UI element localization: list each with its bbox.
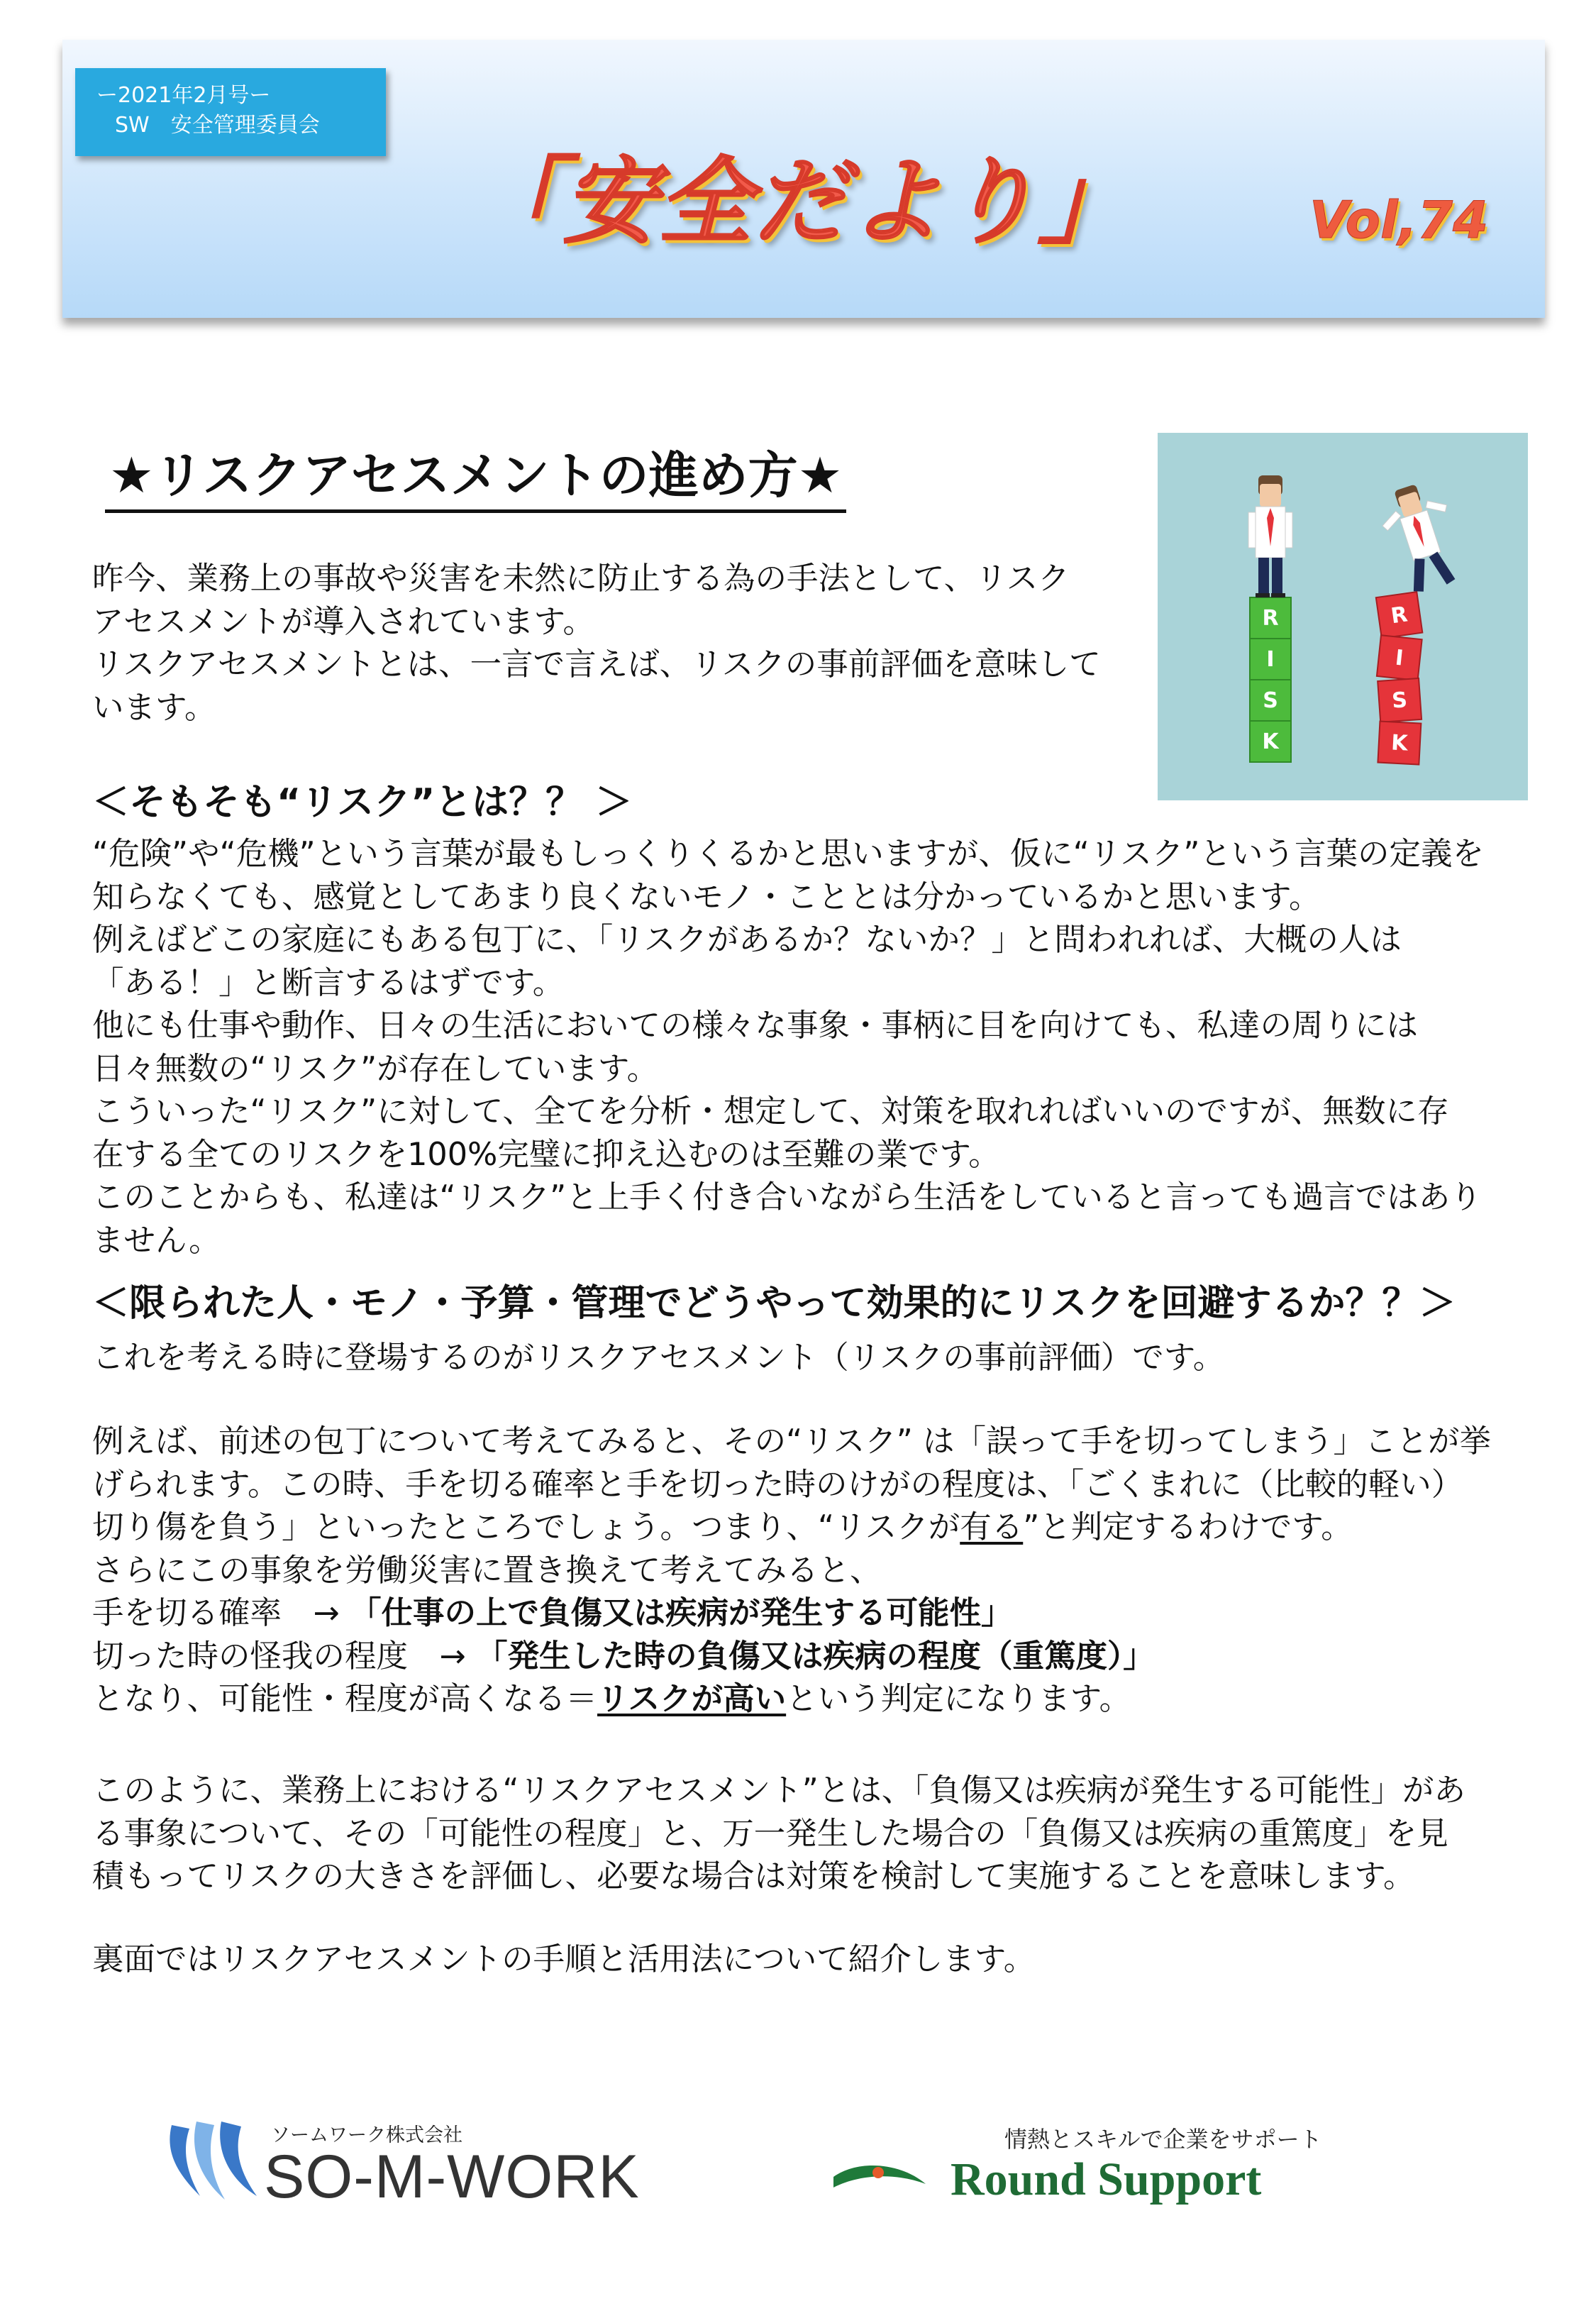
somwork-logo-text: SO-M-WORK: [264, 2143, 640, 2211]
text-run: という判定になります。: [786, 1681, 1131, 1717]
body-example-paragraph: [92, 1420, 1511, 1721]
body-line: [92, 1592, 1511, 1635]
body-line: [92, 1678, 1511, 1721]
intro-line: リスクアセスメントとは、一言で言えば、リスクの事前評価を意味して: [92, 646, 1101, 683]
left-risk-stack: [1250, 597, 1291, 762]
block-letter: K: [1262, 729, 1279, 754]
body-line: これを考える時に登場するのがリスクアセスメント（リスクの事前評価）です。: [92, 1340, 1225, 1376]
underlined-text: 有る: [960, 1509, 1024, 1545]
subheading-what-is-risk: ＜そもそも“リスク”とは？？ ＞: [92, 781, 633, 824]
text-run: 切った時の怪我の程度 →: [92, 1638, 466, 1675]
body-line: る事象について、その「可能性の程度」と、万一発生した場合の「負傷又は疾病の重篤度」を見: [92, 1815, 1448, 1852]
text-run: 手を切る確率 →: [92, 1595, 340, 1631]
block-letter: R: [1389, 602, 1409, 629]
bold-text: 「仕事の上で負傷又は疾病が発生する可能性」: [349, 1595, 1013, 1631]
body-summary-paragraph: [92, 1770, 1511, 1899]
body-line: ません。: [92, 1222, 221, 1259]
committee-name: SW 安全管理委員会: [115, 113, 320, 138]
section-title: ★リスクアセスメントの進め方★: [105, 441, 846, 513]
body-line: 日々無数の“リスク”が存在しています。: [92, 1050, 659, 1087]
body-line: げられます。この時、手を切る確率と手を切った時のけがの程度は、「ごくまれに（比較的軽い）: [92, 1466, 1463, 1503]
subheading-how-to-avoid-risk: ＜限られた人・モノ・予算・管理でどうやって効果的にリスクを回避するか？？＞: [92, 1282, 1456, 1325]
body-line: 他にも仕事や動作、日々の生活においての様々な事象・事柄に目を向けても、私達の周りには: [92, 1008, 1419, 1044]
intro-line: います。: [92, 689, 216, 726]
round-support-swoosh-icon: [830, 2156, 929, 2205]
block-letter: S: [1391, 688, 1409, 714]
body-line: このように、業務上における“リスクアセスメント”とは、「負傷又は疾病が発生する可能性」があ: [92, 1772, 1466, 1809]
somwork-logo: [157, 2111, 697, 2210]
block-letter: K: [1390, 730, 1409, 756]
block-letter: I: [1394, 645, 1405, 671]
body-line: [92, 1506, 1511, 1550]
body-line: こういった“リスク”に対して、全てを分析・想定して、対策を取れればいいのですが、無数に存: [92, 1093, 1449, 1130]
intro-paragraph: [92, 558, 1121, 729]
round-support-logo-text: Round Support: [951, 2153, 1262, 2205]
somwork-wave-icon: [157, 2111, 278, 2210]
round-support-logo: [830, 2122, 1369, 2221]
body-line: さらにこの事象を労働災害に置き換えて考えてみると、: [92, 1552, 882, 1589]
intro-line: アセスメントが導入されています。: [92, 603, 594, 640]
somwork-company-name: ソームワーク株式会社: [271, 2124, 462, 2146]
body-what-is-risk: [92, 833, 1511, 1262]
intro-line: 昨今、業務上の事故や災害を未然に防止する為の手法として、リスク: [92, 561, 1070, 597]
text-run: ”と判定するわけです。: [1023, 1509, 1353, 1545]
body-line: 在する全てのリスクを100%完璧に抑え込むのは至難の業です。: [92, 1136, 1000, 1173]
issue-tag: [75, 68, 386, 156]
text-run: となり、可能性・程度が高くなる＝: [92, 1681, 598, 1717]
body-line: 例えばどこの家庭にもある包丁に、「リスクがあるか？ないか？」と問われれば、大概の人は: [92, 922, 1402, 958]
body-line: 例えば、前述の包丁について考えてみると、その“リスク” は「誤って手を切ってしまう」ことが挙: [92, 1423, 1491, 1460]
closing-line: 裏面ではリスクアセスメントの手順と活用法について紹介します。: [92, 1941, 1036, 1977]
volume-label: Vol,74: [1309, 190, 1489, 250]
risk-blocks-illustration: [1158, 433, 1528, 800]
issue-date: ー2021年2月号ー: [96, 83, 271, 108]
block-letter: R: [1262, 606, 1279, 631]
body-line: 「ある！」と断言するはずです。: [92, 964, 565, 1001]
block-letter: I: [1266, 647, 1275, 672]
block-letter: S: [1263, 688, 1278, 713]
body-line: 知らなくても、感覚としてあまり良くないモノ・こととは分かっているかと思います。: [92, 878, 1321, 915]
body-line: “危険”や“危機”という言葉が最もしっくりくるかと思いますが、仮に“リスク”という言葉の定義を: [92, 836, 1484, 872]
body-line: このことからも、私達は“リスク”と上手く付き合いながら生活をしていると言っても過言ではあり: [92, 1179, 1482, 1215]
bold-text: 「発生した時の負傷又は疾病の程度（重篤度）」: [475, 1638, 1155, 1675]
underlined-bold-text: リスクが高い: [597, 1681, 787, 1717]
newsletter-title: 「安全だより」: [468, 148, 1134, 257]
body-line: 積もってリスクの大きさを評価し、必要な場合は対策を検討して実施することを意味します。: [92, 1858, 1415, 1894]
body-line: [92, 1635, 1511, 1679]
round-support-tagline: 情熱とスキルで企業をサポート: [1004, 2126, 1322, 2153]
text-run: 切り傷を負う」といったところでしょう。つまり、“リスクが: [92, 1509, 960, 1545]
